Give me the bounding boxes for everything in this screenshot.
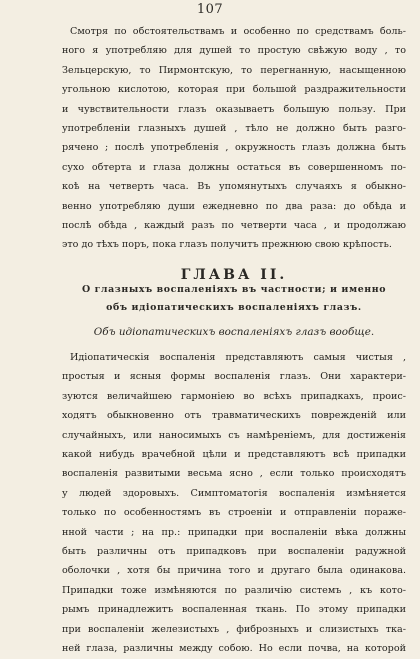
text-line: венно употребляю души ежедневно по два раза: до обѣда и (62, 200, 406, 212)
text-line: зуются величайшею гармоніею во всѣхъ припадкахъ, проис- (62, 390, 406, 402)
text-line: простыя и ясныя формы воспаленія глазъ. Они характери- (62, 371, 406, 383)
text-line: какой нибудь врачебной цѣли и представляютъ всѣ припадки (62, 449, 406, 461)
text-line: послѣ обѣда , каждый разъ по четверти часа , и продолжаю (62, 220, 406, 232)
chapter-title: ГЛАВА II. (180, 267, 288, 283)
text-line: Смотря по обстоятельствамъ и особенно по средствамъ боль- (70, 26, 406, 37)
text-line: коѣ на четверть часа. Въ упомянутыхъ случаяхъ я обыкно- (62, 181, 406, 193)
text-line: только по особенностямъ въ строеніи и отправленіи пораже- (62, 507, 406, 519)
text-line: нной части ; на пр.: припадки при воспаленіи вѣка должны (62, 526, 406, 538)
page-number: 107 (196, 2, 224, 17)
text-line: ходятъ обыкновенно отъ травматическихъ поврежденій или (62, 410, 406, 422)
text-line: угольною кислотою, которая при большой раздражительности (62, 84, 406, 96)
paragraph-idiopathic-inflammations (62, 348, 406, 659)
text-line: случайныхъ, или наносимыхъ съ намѣреніемъ, для достиженія (62, 429, 406, 441)
paragraph-eye-douches (62, 22, 406, 255)
text-line: это до тѣхъ поръ, пока глазъ получитъ прежнюю свою крѣпость. (62, 239, 392, 251)
text-line: рымъ принадлежитъ воспаленная ткань. По этому припадки (62, 604, 406, 616)
text-line: ного я употребляю для душей то простую свѣжую воду , то (62, 45, 406, 57)
text-line: Идіопатическія воспаленія представляютъ самыя чистыя , (70, 352, 406, 363)
text-line: ней глаза, различны между собою. Но если почва, на которой (62, 643, 406, 655)
text-line: оболочки , хотя бы причина того и другаго была одинакова. (62, 565, 406, 577)
text-line: сухо обтерта и глаза должны остаться въ совершенномъ по- (62, 161, 406, 173)
text-line: при воспаленіи железистыхъ , фиброзныхъ и слизистыхъ тка- (62, 623, 406, 635)
text-line: и чувствительности глазъ оказываетъ большую пользу. При (62, 103, 406, 115)
text-line: воспаленія развитыми весьма ясно , если только происходятъ (62, 468, 406, 480)
text-line: быть различны отъ припадковъ при воспаленіи радужной (62, 546, 406, 558)
text-line: употребленіи глазныхъ душей , тѣло не должно быть разго- (62, 123, 406, 135)
section-heading-line: О глазныхъ воспаленіяхъ въ частности; и именно (81, 284, 387, 295)
text-line: у людей здоровыхъ. Симптоматогія воспаленія измѣняется (62, 487, 406, 499)
section-heading-line: объ идіопатическихъ воспаленіяхъ глазъ. (106, 302, 362, 313)
section-subheading: Объ идіопатическихъ воспаленіяхъ глазъ вообще. (93, 326, 375, 338)
text-line: рячено ; послѣ употребленія , окружность глазъ должна быть (62, 142, 406, 154)
text-line: Зельцерскую, то Пирмонтскую, то перегнанную, насыщенною (62, 64, 406, 76)
text-line: Припадки тоже измѣняются по различію системъ , къ кото- (62, 584, 406, 596)
